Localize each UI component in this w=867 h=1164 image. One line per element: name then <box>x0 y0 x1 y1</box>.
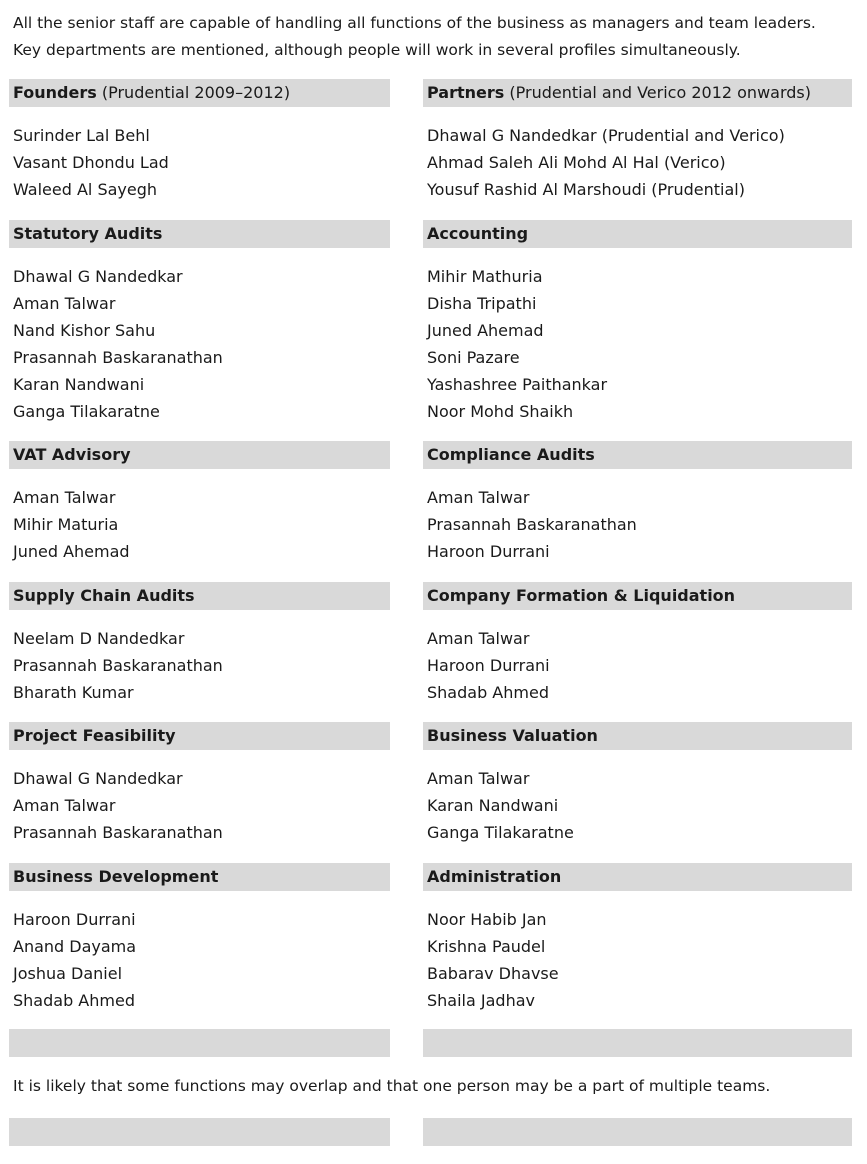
section-header-company-formation <box>423 582 852 610</box>
list-item: Aman Talwar <box>427 629 530 648</box>
list-item: Nand Kishor Sahu <box>13 321 156 340</box>
list-item: Neelam D Nandedkar <box>13 629 185 648</box>
list-item: Yousuf Rashid Al Marshoudi (Prudential) <box>427 180 745 199</box>
list-item: Prasannah Baskaranathan <box>13 348 223 367</box>
list-item: Krishna Paudel <box>427 937 546 956</box>
list-item: Dhawal G Nandedkar (Prudential and Verico) <box>427 126 785 145</box>
section-title: Statutory Audits <box>13 224 163 243</box>
company-formation-list <box>427 625 550 706</box>
section-title: Supply Chain Audits <box>13 586 195 605</box>
compliance-audits-list <box>427 484 637 565</box>
list-item: Joshua Daniel <box>13 964 123 983</box>
section-header-vat-advisory <box>9 441 390 469</box>
list-item: Ganga Tilakaratne <box>13 402 160 421</box>
founders-list <box>13 122 169 203</box>
list-item: Dhawal G Nandedkar <box>13 267 183 286</box>
intro-line: All the senior staff are capable of handling all functions of the business as managers and team leaders. <box>13 14 816 32</box>
list-item: Juned Ahemad <box>13 542 130 561</box>
section-title: VAT Advisory <box>13 445 131 464</box>
list-item: Prasannah Baskaranathan <box>13 656 223 675</box>
list-item: Aman Talwar <box>13 294 116 313</box>
section-title: Business Valuation <box>427 726 598 745</box>
list-item: Haroon Durrani <box>427 656 550 675</box>
list-item: Shaila Jadhav <box>427 991 535 1010</box>
partners-list <box>427 122 785 203</box>
business-valuation-list <box>427 765 574 846</box>
list-item: Prasannah Baskaranathan <box>427 515 637 534</box>
list-item: Yashashree Paithankar <box>427 375 608 394</box>
list-item: Shadab Ahmed <box>13 991 135 1010</box>
administration-list <box>427 906 559 1014</box>
list-item: Prasannah Baskaranathan <box>13 823 223 842</box>
section-header-project-feasibility <box>9 722 390 750</box>
section-title: Accounting <box>427 224 529 243</box>
section-header-accounting <box>423 220 852 248</box>
list-item: Haroon Durrani <box>13 910 136 929</box>
intro-paragraph <box>13 10 858 64</box>
intro-line: Key departments are mentioned, although people will work in several profiles simultaneously. <box>13 41 741 59</box>
section-subtitle: (Prudential and Verico 2012 onwards) <box>504 83 811 102</box>
section-header-administration <box>423 863 852 891</box>
list-item: Aman Talwar <box>427 488 530 507</box>
empty-section-bar <box>9 1118 390 1146</box>
list-item: Ganga Tilakaratne <box>427 823 574 842</box>
section-title: Company Formation & Liquidation <box>427 586 736 605</box>
section-title: Founders <box>13 83 97 102</box>
list-item: Ahmad Saleh Ali Mohd Al Hal (Verico) <box>427 153 726 172</box>
footer-note: It is likely that some functions may overlap and that one person may be a part of multiple teams. <box>13 1077 771 1095</box>
list-item: Anand Dayama <box>13 937 137 956</box>
list-item: Haroon Durrani <box>427 542 550 561</box>
list-item: Mihir Maturia <box>13 515 119 534</box>
list-item: Dhawal G Nandedkar <box>13 769 183 788</box>
section-header-statutory-audits <box>9 220 390 248</box>
list-item: Babarav Dhavse <box>427 964 559 983</box>
list-item: Karan Nandwani <box>13 375 145 394</box>
supply-chain-audits-list <box>13 625 223 706</box>
section-header-business-valuation <box>423 722 852 750</box>
section-header-partners <box>423 79 852 107</box>
section-header-business-development <box>9 863 390 891</box>
list-item: Mihir Mathuria <box>427 267 543 286</box>
list-item: Waleed Al Sayegh <box>13 180 158 199</box>
empty-section-bar <box>9 1029 390 1057</box>
list-item: Karan Nandwani <box>427 796 559 815</box>
list-item: Aman Talwar <box>427 769 530 788</box>
empty-section-bar <box>423 1118 852 1146</box>
accounting-list <box>427 263 607 425</box>
list-item: Aman Talwar <box>13 796 116 815</box>
list-item: Surinder Lal Behl <box>13 126 150 145</box>
statutory-audits-list <box>13 263 223 425</box>
project-feasibility-list <box>13 765 223 846</box>
list-item: Vasant Dhondu Lad <box>13 153 169 172</box>
section-subtitle: (Prudential 2009–2012) <box>96 83 291 102</box>
section-title: Partners <box>427 83 505 102</box>
list-item: Noor Habib Jan <box>427 910 547 929</box>
section-header-supply-chain-audits <box>9 582 390 610</box>
vat-advisory-list <box>13 484 130 565</box>
list-item: Disha Tripathi <box>427 294 537 313</box>
list-item: Shadab Ahmed <box>427 683 549 702</box>
section-header-founders <box>9 79 390 107</box>
business-development-list <box>13 906 136 1014</box>
list-item: Noor Mohd Shaikh <box>427 402 574 421</box>
list-item: Aman Talwar <box>13 488 116 507</box>
section-title: Administration <box>427 867 562 886</box>
list-item: Soni Pazare <box>427 348 520 367</box>
section-title: Business Development <box>13 867 219 886</box>
list-item: Bharath Kumar <box>13 683 134 702</box>
section-title: Compliance Audits <box>427 445 595 464</box>
empty-section-bar <box>423 1029 852 1057</box>
section-title: Project Feasibility <box>13 726 176 745</box>
section-header-compliance-audits <box>423 441 852 469</box>
list-item: Juned Ahemad <box>427 321 544 340</box>
